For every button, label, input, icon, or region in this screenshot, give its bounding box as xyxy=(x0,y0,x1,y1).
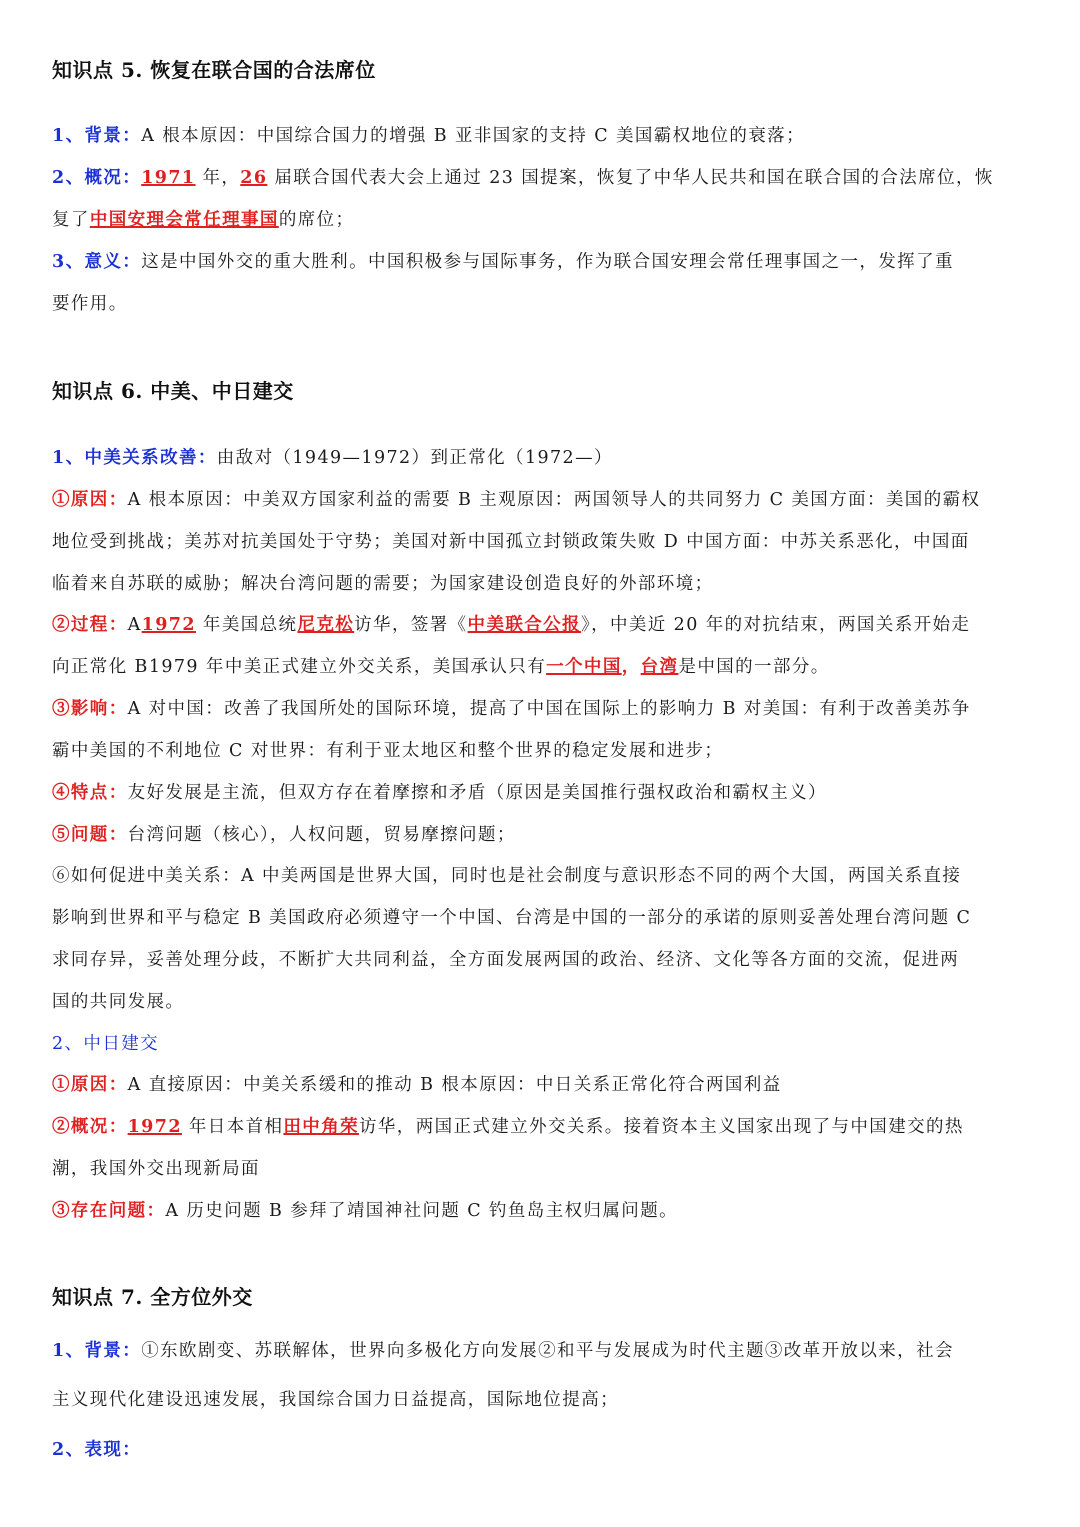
sec7-background-line2 xyxy=(52,1386,1032,1411)
sec5-session-26: 26 xyxy=(240,168,268,188)
sec6-japan-reason xyxy=(52,1071,1032,1096)
section-7-title: 知识点 7. 全方位外交 xyxy=(52,1285,253,1309)
sec6-impact-label: ③影响： xyxy=(52,699,128,719)
sec6-features xyxy=(52,779,1032,804)
sec5-year-1971: 1971 xyxy=(141,168,196,188)
sec5-overview-text2: 届联合国代表大会上通过 23 国提案，恢复了中华人民共和国在联合国的合法席位，恢 xyxy=(267,168,994,188)
sec6-taiwan: 台湾 xyxy=(640,657,679,677)
sec6-japan-year-1972: 1972 xyxy=(127,1117,182,1137)
sec6-japan-reason-label: ①原因： xyxy=(52,1075,128,1095)
sec6-process-text2: 访华，签署《 xyxy=(354,615,468,635)
sec6-problems xyxy=(52,821,1032,846)
sec6-how-line3: 求同存异，妥善处理分歧，不断扩大共同利益，全方面发展两国的政治、经济、文化等各方面的交流，促进两 xyxy=(52,950,960,970)
sec5-overview-label: 2、概况： xyxy=(52,168,142,188)
sec6-process-text5: 是中国的一部分。 xyxy=(678,657,830,677)
sec7-background-line1 xyxy=(52,1337,1032,1362)
sec5-overview-line1 xyxy=(52,164,1032,189)
sec5-overview-text3: 复了 xyxy=(52,210,90,230)
sec6-japan-overview-text1: 年日本首相 xyxy=(181,1117,284,1137)
sec5-security-council: 中国安理会常任理事国 xyxy=(89,210,279,230)
sec6-how-line1: ⑥如何促进中美关系：A 中美两国是世界大国，同时也是社会制度与意识形态不同的两个大国，两国关系直接 xyxy=(52,866,962,886)
sec6-japan-reason-text: A 直接原因：中美关系缓和的推动 B 根本原因：中日关系正常化符合两国利益 xyxy=(127,1075,782,1095)
sec6-year-1972: 1972 xyxy=(141,615,196,635)
sec6-process-text1: 年美国总统 xyxy=(195,615,298,635)
sec6-us-text: 由敌对（1949—1972）到正常化（1972—） xyxy=(216,448,613,468)
sec6-process-comma: ， xyxy=(621,657,641,677)
sec6-us-improvement xyxy=(52,444,1032,469)
sec6-reason-line2 xyxy=(52,528,1032,553)
sec5-significance-line2 xyxy=(52,290,1032,315)
sec6-japan-issues-label: ③存在问题： xyxy=(52,1201,166,1221)
sec6-reason-line3 xyxy=(52,570,1032,595)
sec5-background-text: A 根本原因：中国综合国力的增强 B 亚非国家的支持 C 美国霸权地位的衰落； xyxy=(141,126,805,146)
sec5-overview-text4: 的席位； xyxy=(278,210,355,230)
sec7-background-text2: 主义现代化建设迅速发展，我国综合国力日益提高，国际地位提高； xyxy=(52,1390,619,1410)
sec6-process-text4: 向正常化 B1979 年中美正式建立外交关系，美国承认只有 xyxy=(52,657,547,677)
sec6-problems-label: ⑤问题： xyxy=(52,825,128,845)
sec6-reason-text1: A 根本原因：中美双方国家利益的需要 B 主观原因：两国领导人的共同努力 C 美国方面：美国的霸权 xyxy=(127,490,981,510)
sec7-performance-label: 2、表现： xyxy=(52,1440,142,1460)
sec6-how-line2: 影响到世界和平与稳定 B 美国政府必须遵守一个中国、台湾是中国的一部分的承诺的原则妥善处理台湾问题 C xyxy=(52,908,972,928)
sec5-background-label: 1、背景： xyxy=(52,126,142,146)
sec6-impact-line2 xyxy=(52,737,1032,762)
sec5-significance-text1: 这是中国外交的重大胜利。中国积极参与国际事务，作为联合国安理会常任理事国之一，发挥了重 xyxy=(141,252,954,272)
sec6-japan-overview-text2: 访华，两国正式建立外交关系。接着资本主义国家出现了与中国建交的热 xyxy=(359,1117,964,1137)
sec7-performance xyxy=(52,1436,1032,1461)
sec6-japan-label: 2、中日建交 xyxy=(52,1034,160,1054)
sec6-communique: 中美联合公报 xyxy=(467,615,581,635)
sec6-us-label: 1、中美关系改善： xyxy=(52,448,217,468)
sec6-impact-text1: A 对中国：改善了我国所处的国际环境，提高了中国在国际上的影响力 B 对美国：有利于改善美苏争 xyxy=(127,699,971,719)
sec6-nixon: 尼克松 xyxy=(297,615,355,635)
sec6-japan-issues-text: A 历史问题 B 参拜了靖国神社问题 C 钓鱼岛主权归属问题。 xyxy=(165,1201,679,1221)
sec6-features-label: ④特点： xyxy=(52,783,128,803)
sec6-tanaka: 田中角荣 xyxy=(283,1117,359,1137)
sec6-japan-heading xyxy=(52,1030,1032,1055)
sec5-overview-text1: 年， xyxy=(195,168,241,188)
sec6-japan-overview-label: ②概况： xyxy=(52,1117,128,1137)
sec6-japan-overview-text3: 潮，我国外交出现新局面 xyxy=(52,1159,260,1179)
sec7-background-text1: ①东欧剧变、苏联解体，世界向多极化方向发展②和平与发展成为时代主题③改革开放以来，社会 xyxy=(141,1341,954,1361)
sec6-features-text: 友好发展是主流，但双方存在着摩擦和矛盾（原因是美国推行强权政治和霸权主义） xyxy=(127,783,827,803)
section-6-title: 知识点 6. 中美、中日建交 xyxy=(52,379,294,403)
sec5-significance-label: 3、意义： xyxy=(52,252,142,272)
sec5-background xyxy=(52,122,1032,147)
sec6-reason-text3: 临着来自苏联的威胁；解决台湾问题的需要；为国家建设创造良好的外部环境； xyxy=(52,574,714,594)
sec6-process-label: ②过程： xyxy=(52,615,128,635)
sec6-reason-text2: 地位受到挑战；美苏对抗美国处于守势；美国对新中国孤立封锁政策失败 D 中国方面：中苏关系恶化，中国面 xyxy=(52,532,970,552)
sec6-japan-overview-line2 xyxy=(52,1155,1032,1180)
sec6-japan-overview-line1 xyxy=(52,1113,1032,1138)
sec6-reason-line1 xyxy=(52,486,1032,511)
sec6-japan-issues xyxy=(52,1197,1032,1222)
sec6-impact-line1 xyxy=(52,695,1032,720)
sec6-process-line2 xyxy=(52,653,1032,678)
sec6-one-china: 一个中国 xyxy=(546,657,622,677)
sec5-significance-text2: 要作用。 xyxy=(52,294,128,314)
sec7-background-label: 1、背景： xyxy=(52,1341,142,1361)
sec6-reason-label: ①原因： xyxy=(52,490,128,510)
sec6-process-a: A xyxy=(127,615,142,635)
section-5-title: 知识点 5. 恢复在联合国的合法席位 xyxy=(52,58,376,82)
sec5-overview-line2 xyxy=(52,206,1032,231)
sec6-impact-text2: 霸中美国的不利地位 C 对世界：有利于亚太地区和整个世界的稳定发展和进步； xyxy=(52,741,724,761)
sec6-process-line1 xyxy=(52,611,1032,636)
sec6-problems-text: 台湾问题（核心），人权问题，贸易摩擦问题； xyxy=(127,825,516,845)
sec6-process-text3: 》，中美近 20 年的对抗结束，两国关系开始走 xyxy=(580,615,971,635)
sec5-significance-line1 xyxy=(52,248,1032,273)
sec6-how-line4: 国的共同发展。 xyxy=(52,992,185,1012)
